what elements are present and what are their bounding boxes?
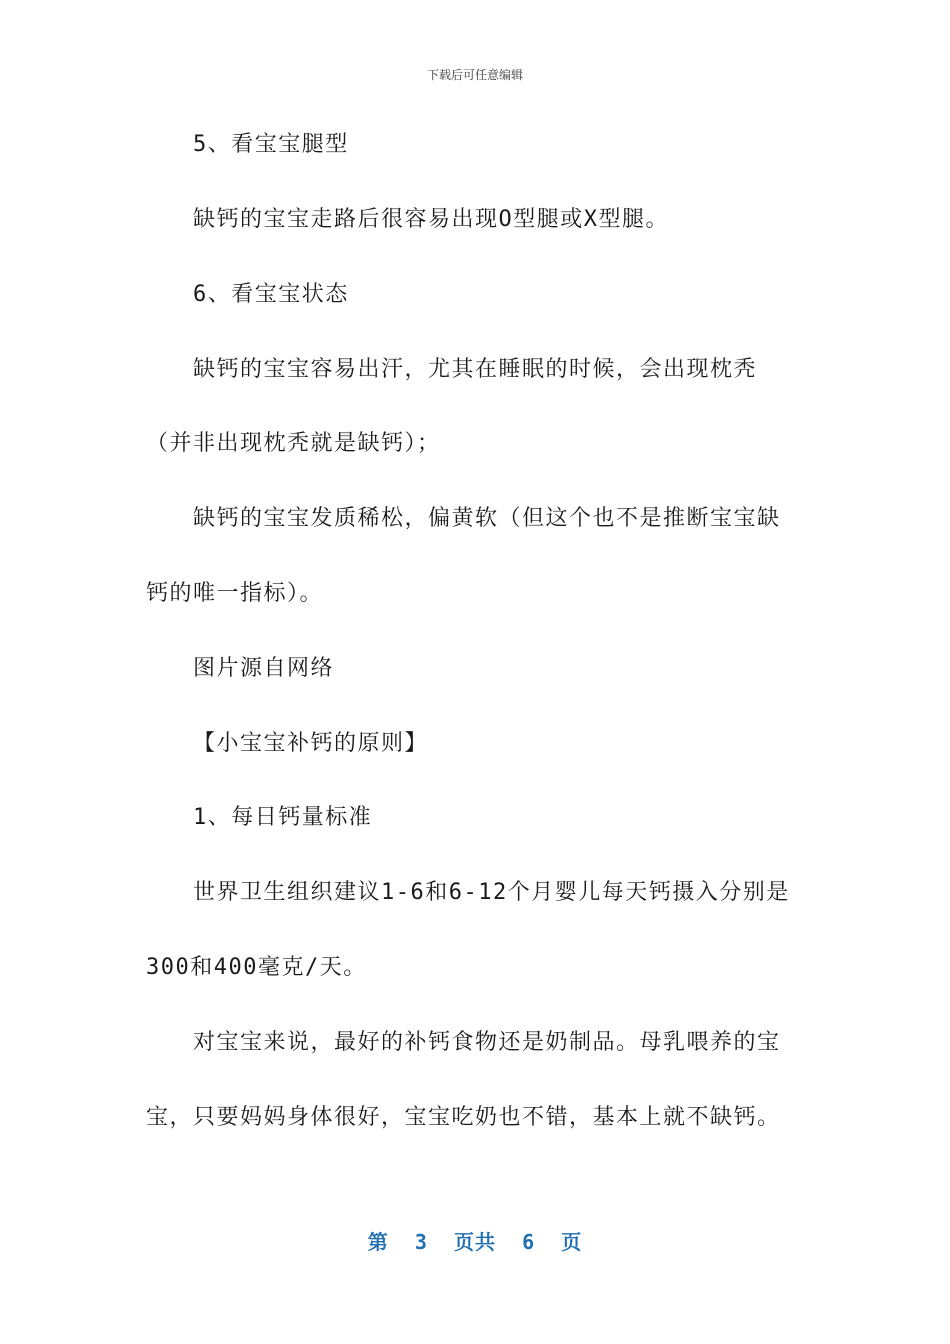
header-note: 下载后可任意编辑: [426, 68, 523, 82]
paragraph-line: 300和400毫克/天。: [146, 955, 367, 980]
paragraph-line: 缺钙的宝宝走路后很容易出现O型腿或X型腿。: [193, 207, 669, 232]
paragraph-line: 宝，只要妈妈身体很好，宝宝吃奶也不错，基本上就不缺钙。: [146, 1105, 781, 1130]
section-heading-baby-state: 6、看宝宝状态: [193, 282, 349, 307]
paragraph-line: 世界卫生组织建议1-6和6-12个月婴儿每天钙摄入分别是: [193, 880, 790, 905]
paragraph-line: 缺钙的宝宝发质稀松，偏黄软（但这个也不是推断宝宝缺: [193, 506, 781, 531]
section-title-calcium-principles: 【小宝宝补钙的原则】: [193, 731, 429, 756]
paragraph-line: 缺钙的宝宝容易出汗，尤其在睡眠的时候，会出现枕秃: [193, 357, 758, 382]
section-heading-daily-calcium: 1、每日钙量标准: [193, 805, 373, 830]
page-number: 第 3 页共 6 页: [367, 1230, 583, 1254]
paragraph-line: 对宝宝来说，最好的补钙食物还是奶制品。母乳喂养的宝: [193, 1030, 781, 1055]
paragraph-line: 钙的唯一指标）。: [146, 581, 324, 606]
image-source-note: 图片源自网络: [193, 656, 335, 681]
paragraph-line: （并非出现枕秃就是缺钙）；: [146, 431, 441, 456]
section-heading-leg-shape: 5、看宝宝腿型: [193, 132, 349, 157]
